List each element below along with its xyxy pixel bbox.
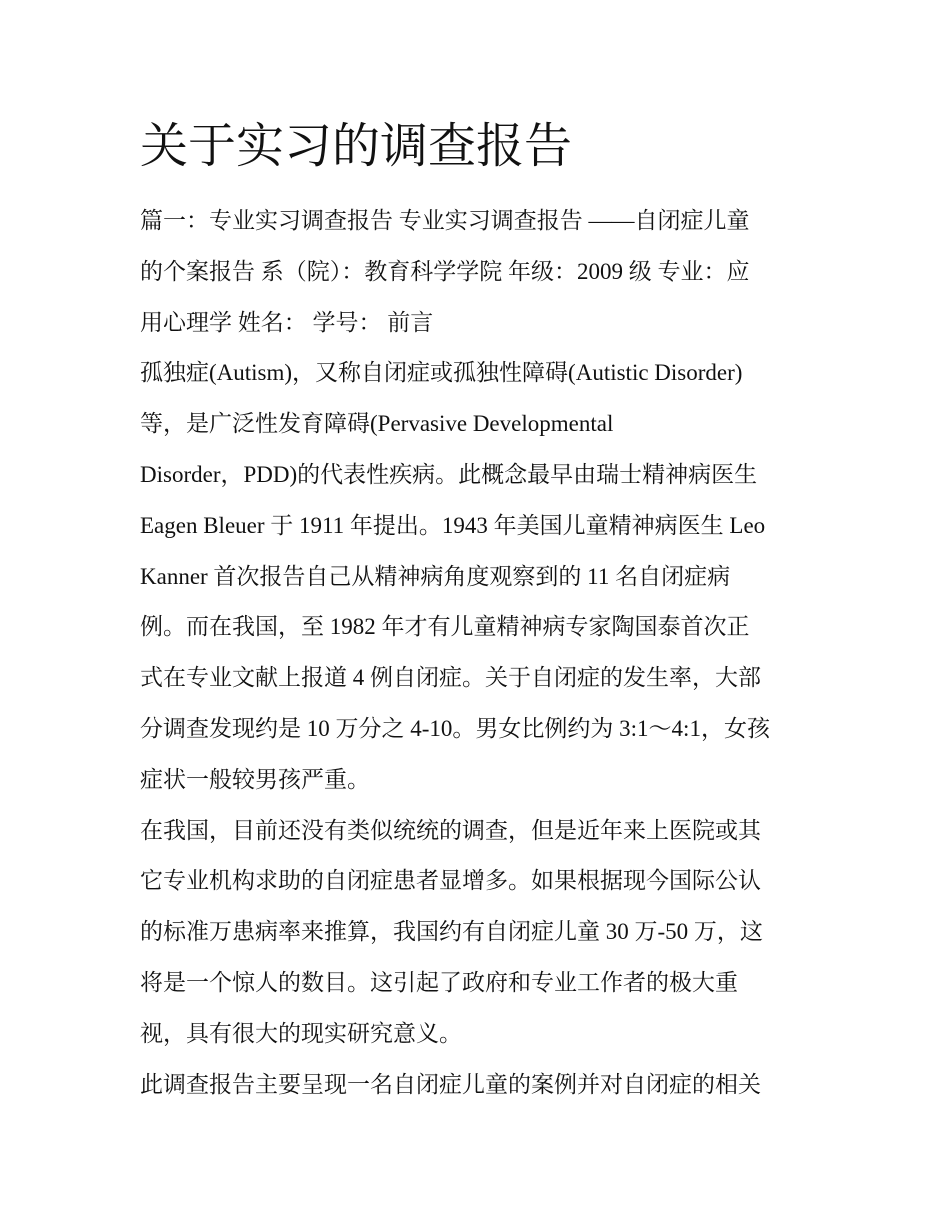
paragraph-intro <box>140 196 820 348</box>
text-line: 分调查发现约是 10 万分之 4-10。男女比例约为 3:1～4:1，女孩 <box>140 715 770 741</box>
text-line: 视，具有很大的现实研究意义。 <box>140 1020 462 1046</box>
paragraph-autism-definition <box>140 348 820 805</box>
text-line: Eagen Bleuer 于 1911 年提出。1943 年美国儿童精神病医生 Leo <box>140 512 766 538</box>
document-body <box>140 196 820 1110</box>
text-line: 的个案报告 系（院）：教育科学学院 年级：2009 级 专业：应 <box>140 258 750 284</box>
text-line: 式在专业文献上报道 4 例自闭症。关于自闭症的发生率，大部 <box>140 665 761 691</box>
text-line: 症状一般较男孩严重。 <box>140 766 370 792</box>
text-line: 它专业机构求助的自闭症患者显增多。如果根据现今国际公认 <box>140 868 761 894</box>
text-line: Kanner 首次报告自己从精神病角度观察到的 11 名自闭症病 <box>140 563 731 589</box>
document-title: 关于实习的调查报告 <box>140 118 573 174</box>
text-line: 等，是广泛性发育障碍(Pervasive Developmental <box>140 411 614 437</box>
text-line: 例。而在我国，至 1982 年才有儿童精神病专家陶国泰首次正 <box>140 614 750 640</box>
text-line: 的标准万患病率来推算，我国约有自闭症儿童 30 万-50 万，这 <box>140 919 763 945</box>
text-line: 在我国，目前还没有类似统统的调查，但是近年来上医院或其 <box>140 817 761 843</box>
text-line: 孤独症(Autism)，又称自闭症或孤独性障碍(Autistic Disorder) <box>140 360 743 386</box>
text-line: 用心理学 姓名： 学号： 前言 <box>140 309 434 335</box>
text-line: 此调查报告主要呈现一名自闭症儿童的案例并对自闭症的相关 <box>140 1071 761 1097</box>
paragraph-report-purpose <box>140 1060 820 1111</box>
paragraph-china-situation <box>140 806 820 1060</box>
text-line: Disorder，PDD)的代表性疾病。此概念最早由瑞士精神病医生 <box>140 461 758 487</box>
text-line: 将是一个惊人的数目。这引起了政府和专业工作者的极大重 <box>140 969 738 995</box>
text-line: 篇一：专业实习调查报告 专业实习调查报告 ——自闭症儿童 <box>140 208 750 233</box>
